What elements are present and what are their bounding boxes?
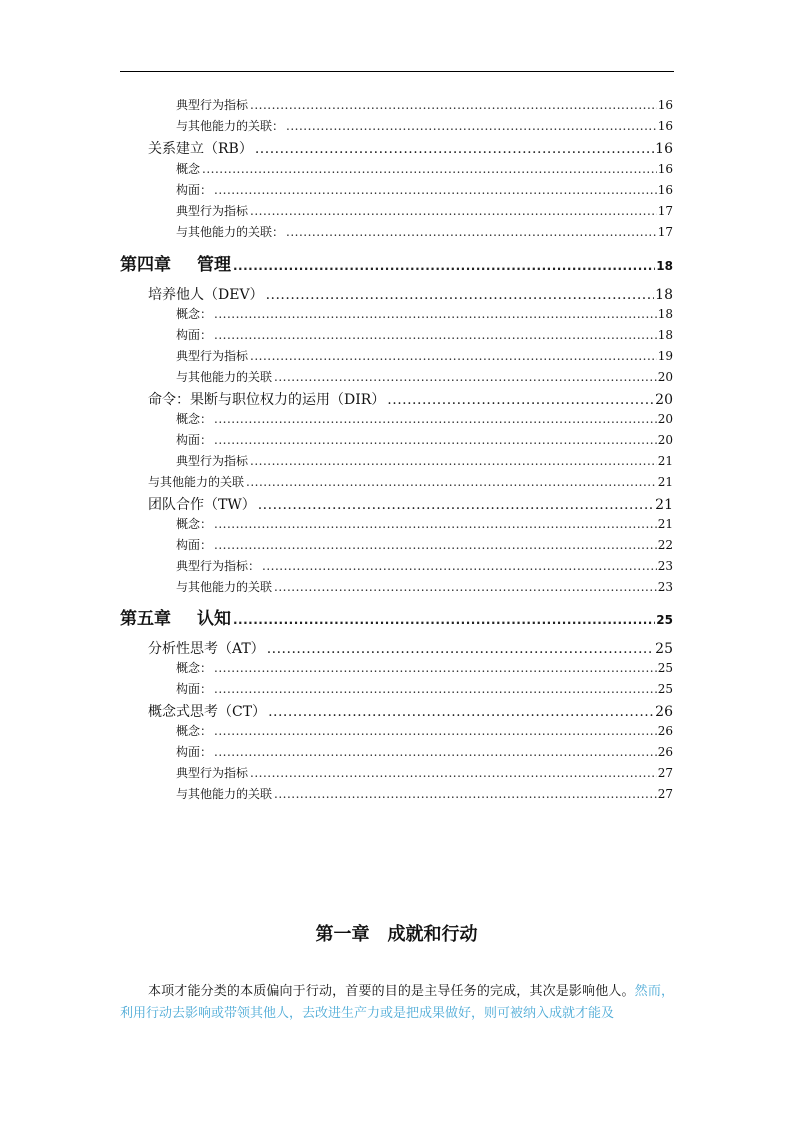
toc-page-number: 20 — [655, 392, 673, 408]
toc-page-number: 23 — [657, 559, 673, 573]
toc-page-number: 18 — [657, 307, 673, 321]
toc-entry-label: 关系建立（RB） — [148, 141, 253, 157]
toc-page-number: 17 — [657, 204, 673, 218]
toc-entry[interactable] — [176, 410, 673, 427]
toc-page-number: 21 — [657, 517, 673, 531]
toc-entry-label: 典型行为指标 — [176, 204, 249, 218]
toc-dot-leader — [214, 433, 657, 447]
toc-entry[interactable] — [176, 347, 673, 364]
toc-entry-label — [120, 250, 233, 275]
toc-entry[interactable] — [176, 536, 673, 553]
toc-entry[interactable] — [176, 305, 673, 322]
toc-chapter-entry[interactable] — [120, 250, 673, 275]
toc-dot-leader — [387, 392, 654, 408]
toc-dot-leader — [233, 259, 655, 273]
toc-entry-label: 概念： — [176, 307, 213, 321]
toc-page-number: 18 — [656, 259, 673, 273]
toc-entry[interactable] — [176, 326, 673, 343]
toc-page-number: 16 — [657, 162, 673, 176]
toc-page-number: 27 — [657, 787, 673, 801]
toc-entry-label: 构面： — [176, 538, 213, 552]
toc-entry[interactable] — [176, 368, 673, 385]
toc-entry[interactable] — [176, 785, 673, 802]
toc-entry[interactable] — [176, 452, 673, 469]
toc-entry-label: 概念式思考（CT） — [148, 704, 267, 720]
toc-entry-label — [120, 604, 233, 629]
toc-page-number: 21 — [657, 454, 673, 468]
toc-page-number: 16 — [657, 183, 673, 197]
toc-entry-label: 构面： — [176, 682, 213, 696]
toc-page-number: 25 — [656, 613, 673, 627]
toc-page-number: 27 — [657, 766, 673, 780]
toc-dot-leader — [250, 454, 657, 468]
toc-dot-leader — [214, 724, 657, 738]
header-rule — [120, 71, 674, 72]
toc-page-number: 23 — [657, 580, 673, 594]
toc-entry-label: 与其他能力的关联 — [176, 787, 273, 801]
toc-entry-label: 构面： — [176, 433, 213, 447]
intro-paragraph — [120, 981, 674, 1025]
toc-entry[interactable] — [176, 659, 673, 676]
toc-entry-label: 与其他能力的关联 — [176, 370, 273, 384]
toc-entry-label: 与其他能力的关联 — [148, 475, 245, 489]
intro-accent-text: 然而，利用行动去影响或带领其他人，去改进生产力或是把成果做好，则可被纳入成就才能及 — [120, 984, 674, 1021]
toc-dot-leader — [274, 370, 657, 384]
toc-page-number: 21 — [655, 497, 673, 513]
toc-entry[interactable] — [148, 701, 673, 721]
toc-page-number: 20 — [657, 412, 673, 426]
toc-page-number: 16 — [657, 119, 673, 133]
toc-chapter-entry[interactable] — [120, 604, 673, 629]
toc-entry-label: 构面： — [176, 183, 213, 197]
toc-entry[interactable] — [176, 764, 673, 781]
toc-entry[interactable] — [176, 557, 673, 574]
chapter-number: 第一章 — [315, 924, 370, 945]
toc-entry[interactable] — [176, 160, 673, 177]
toc-dot-leader — [267, 641, 654, 657]
toc-dot-leader — [202, 162, 657, 176]
toc-dot-leader — [214, 307, 657, 321]
toc-entry-label: 与其他能力的关联： — [176, 225, 285, 239]
toc-dot-leader — [214, 745, 657, 759]
toc-entry-label: 构面： — [176, 328, 213, 342]
toc-entry[interactable] — [176, 96, 673, 113]
toc-dot-leader — [250, 98, 657, 112]
toc-dot-leader — [268, 704, 654, 720]
toc-dot-leader — [214, 183, 657, 197]
toc-page-number: 16 — [657, 98, 673, 112]
chapter-title: 成就和行动 — [387, 924, 478, 945]
toc-entry-label: 概念： — [176, 517, 213, 531]
toc-entry-label: 培养他人（DEV） — [148, 287, 264, 303]
toc-entry-label: 概念 — [176, 162, 201, 176]
toc-entry[interactable] — [176, 515, 673, 532]
toc-dot-leader — [286, 119, 657, 133]
toc-dot-leader — [214, 412, 657, 426]
toc-entry-label: 团队合作（TW） — [148, 497, 256, 513]
toc-page-number: 25 — [657, 661, 673, 675]
toc-dot-leader — [274, 787, 657, 801]
toc-page-number: 17 — [657, 225, 673, 239]
toc-page-number: 18 — [655, 287, 673, 303]
toc-entry-label: 命令：果断与职位权力的运用（DIR） — [148, 392, 386, 408]
toc-page-number: 21 — [657, 475, 673, 489]
toc-entry-label: 典型行为指标： — [176, 559, 261, 573]
toc-page-number: 20 — [657, 433, 673, 447]
toc-dot-leader — [214, 328, 657, 342]
toc-entry[interactable] — [176, 431, 673, 448]
toc-entry[interactable] — [148, 389, 673, 409]
toc-page-number: 18 — [657, 328, 673, 342]
toc-dot-leader — [250, 349, 657, 363]
toc-page-number: 26 — [655, 704, 673, 720]
toc-entry-label: 概念： — [176, 661, 213, 675]
toc-entry-label: 概念： — [176, 412, 213, 426]
toc-dot-leader — [286, 225, 657, 239]
toc-dot-leader — [246, 475, 657, 489]
intro-text: 本项才能分类的本质偏向于行动，首要的目的是主导任务的完成，其次是影响他人。 — [148, 984, 635, 999]
toc-dot-leader — [266, 287, 655, 303]
toc-dot-leader — [214, 682, 657, 696]
toc-chapter-title: 管理 — [197, 255, 231, 275]
toc-page-number: 25 — [655, 641, 673, 657]
toc-dot-leader — [250, 766, 657, 780]
toc-dot-leader — [255, 141, 654, 157]
toc-entry[interactable] — [176, 202, 673, 219]
toc-page-number: 19 — [657, 349, 673, 363]
toc-entry[interactable] — [148, 138, 673, 158]
toc-page-number: 26 — [657, 724, 673, 738]
toc-entry-label: 典型行为指标 — [176, 454, 249, 468]
toc-page-number: 26 — [657, 745, 673, 759]
toc-entry[interactable] — [176, 223, 673, 240]
toc-dot-leader — [233, 613, 655, 627]
toc-chapter-title: 认知 — [197, 609, 231, 629]
toc-entry-label: 与其他能力的关联： — [176, 119, 285, 133]
toc-entry-label: 概念： — [176, 724, 213, 738]
toc-entry-label: 典型行为指标 — [176, 98, 249, 112]
toc-page-number: 20 — [657, 370, 673, 384]
toc-entry[interactable] — [176, 181, 673, 198]
toc-page-number: 16 — [655, 141, 673, 157]
toc-entry[interactable] — [176, 578, 673, 595]
toc-dot-leader — [250, 204, 657, 218]
toc-chapter-number: 第四章 — [120, 255, 171, 275]
toc-entry[interactable] — [148, 638, 673, 658]
toc-entry[interactable] — [176, 680, 673, 697]
toc-dot-leader — [262, 559, 657, 573]
toc-entry[interactable] — [176, 117, 673, 134]
toc-dot-leader — [214, 517, 657, 531]
toc-entry-label: 典型行为指标 — [176, 349, 249, 363]
toc-entry-label: 与其他能力的关联 — [176, 580, 273, 594]
toc-dot-leader — [258, 497, 654, 513]
toc-dot-leader — [214, 538, 657, 552]
toc-page-number: 22 — [657, 538, 673, 552]
toc-entry[interactable] — [148, 473, 673, 490]
toc-entry[interactable] — [176, 743, 673, 760]
toc-entry-label: 构面： — [176, 745, 213, 759]
chapter-heading — [0, 920, 793, 946]
toc-entry[interactable] — [148, 284, 673, 304]
toc-entry-label: 分析性思考（AT） — [148, 641, 265, 657]
toc-entry-label: 典型行为指标 — [176, 766, 249, 780]
toc-dot-leader — [214, 661, 657, 675]
toc-page-number: 25 — [657, 682, 673, 696]
toc-entry[interactable] — [176, 722, 673, 739]
toc-entry[interactable] — [148, 494, 673, 514]
toc-dot-leader — [274, 580, 657, 594]
toc-chapter-number: 第五章 — [120, 609, 171, 629]
